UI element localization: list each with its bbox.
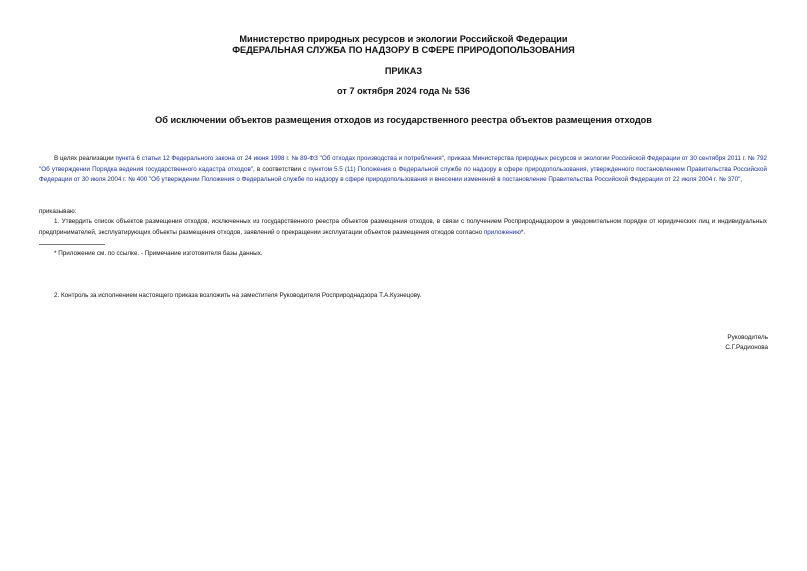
ministry-name: Министерство природных ресурсов и экологии Российской Федерации — [239, 34, 568, 44]
doc-title: Об исключении объектов размещения отходов из государственного реестра объектов размещения отходов — [155, 115, 652, 125]
order-word: приказываю: — [39, 208, 77, 215]
regulation-400-link[interactable]: пунктом 5.5 (11) Положения о Федеральной службе по надзору в сфере природопользования, утвержденного постановлением Правительства Российской Федерации от 30 июля 2004 г. № 400 "Об утверждении Положения о Федеральной службе по надзору в сфере природопользования и внесении изменений в постановление Правительства Российской Федерации от 22 июля 2004 г. № 370" — [39, 165, 768, 184]
footnote-divider — [39, 244, 105, 245]
item-2-paragraph: 2. Контроль за исполнением настоящего приказа возложить на заместителя Руководителя Росприроднадзора Т.А.Кузнецову. — [54, 292, 422, 299]
order-792-link[interactable]: приказа Министерства природных ресурсов и экологии Российской Федерации от 30 сентября 2011 г. № 792 "Об утверждении Порядка ведения государственного кадастра отходов" — [39, 155, 767, 173]
preamble-text-4: , — [740, 176, 743, 184]
preamble-paragraph — [39, 154, 767, 186]
law-89fz-link[interactable]: пункта 6 статьи 12 Федерального закона от 24 июня 1998 г. № 89-ФЗ "Об отходах производства и потребления" — [115, 155, 444, 162]
doc-date-number: от 7 октября 2024 года № 536 — [336, 86, 471, 96]
doc-type: ПРИКАЗ — [384, 66, 423, 76]
footnote: * Приложение см. по ссылке. - Примечание изготовителя базы данных. — [54, 250, 263, 257]
appendix-link[interactable]: приложению — [483, 228, 521, 236]
preamble-text-3: , в соответствии с — [253, 165, 309, 173]
preamble-text-2: , — [443, 155, 448, 162]
item-1-paragraph — [39, 217, 767, 238]
item-1-text: 1. Утвердить список объектов размещения отходов, исключенных из государственного реестра объектов размещения отходов, в связи с получением Росприроднадзором в уведомительном порядке от юридических лиц и индивидуальных предпринимателей, эксплуатирующих объекты размещения отходов, заявлений о прекращении эксплуатации объектов размещения отходов согласно — [39, 218, 767, 236]
signature-name: С.Г.Радионова — [725, 344, 768, 351]
preamble-text-1: В целях реализации — [54, 155, 116, 162]
service-name: ФЕДЕРАЛЬНАЯ СЛУЖБА ПО НАДЗОРУ В СФЕРЕ ПРИРОДОПОЛЬЗОВАНИЯ — [232, 45, 575, 55]
item-1-tail: *. — [520, 228, 526, 236]
signature-position: Руководитель — [727, 334, 768, 341]
